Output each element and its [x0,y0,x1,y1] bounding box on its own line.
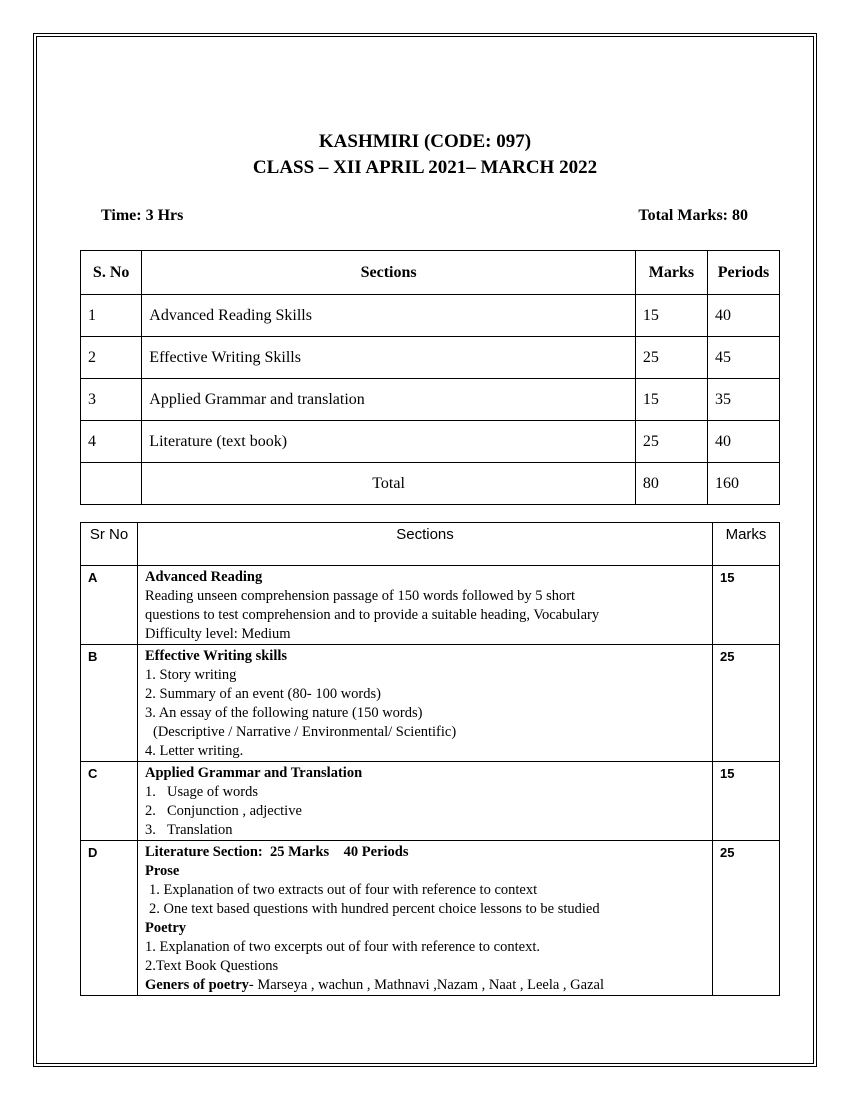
section-content [138,841,713,996]
column-header-sno: S. No [81,251,142,295]
row-section: Advanced Reading Skills [142,295,636,337]
section-line: 2. One text based questions with hundred percent choice lessons to be studied [149,901,600,917]
list-item [145,821,705,840]
section-title: Advanced Reading [145,569,263,585]
poetry-heading: Poetry [145,920,187,936]
section-line: 1. Story writing [145,667,237,683]
section-content [138,566,713,645]
genres-line [145,976,705,995]
section-b-row [81,645,780,762]
column-header-marks: Marks [635,251,707,295]
row-marks: 25 [635,421,707,463]
prose-heading: Prose [145,863,180,879]
row-section: Literature (text book) [142,421,636,463]
document-subtitle: CLASS – XII APRIL 2021– MARCH 2022 [252,157,598,178]
section-c-row [81,762,780,841]
list-number: 3. [145,822,156,838]
section-code: B [81,645,138,762]
section-detail-table [80,522,780,996]
row-periods: 45 [707,337,779,379]
section-title: Literature Section: 25 Marks 40 Periods [145,844,409,860]
section-line: 4. Letter writing. [145,743,244,759]
exam-time: Time: 3 Hrs [101,207,184,224]
section-content [138,645,713,762]
section-title: Effective Writing skills [145,648,288,664]
summary-header-row [81,251,780,295]
row-sno: 1 [81,295,142,337]
section-line: (Descriptive / Narrative / Environmental/ Scientific) [153,724,457,740]
column-header-sr-no: Sr No [81,523,138,566]
row-section: Applied Grammar and translation [142,379,636,421]
section-marks: 15 [713,566,780,645]
section-line: 1. Explanation of two excerpts out of four with reference to context. [145,939,540,955]
section-title: Applied Grammar and Translation [145,765,363,781]
section-d-row [81,841,780,996]
section-line: 1. Explanation of two extracts out of four with reference to context [149,882,538,898]
row-marks: 25 [635,337,707,379]
section-line: Difficulty level: Medium [145,626,291,642]
list-text: Conjunction , adjective [167,803,302,819]
section-line: Reading unseen comprehension passage of 150 words followed by 5 short [145,588,576,604]
column-header-periods: Periods [707,251,779,295]
row-marks: 15 [635,379,707,421]
detail-header-row [81,523,780,566]
row-periods: 40 [707,421,779,463]
total-empty-cell [81,463,142,505]
table-row [81,379,780,421]
list-item [145,783,705,802]
summary-table [80,250,780,505]
section-marks: 25 [713,645,780,762]
table-row [81,337,780,379]
total-label: Total [142,463,636,505]
genres-label: Geners of poetry [145,977,249,993]
section-content [138,762,713,841]
section-line: 2.Text Book Questions [145,958,279,974]
section-code: A [81,566,138,645]
section-marks: 25 [713,841,780,996]
section-line: questions to test comprehension and to provide a suitable heading, Vocabulary [145,607,600,623]
total-marks: Total Marks: 80 [638,207,748,224]
row-sno: 3 [81,379,142,421]
total-row [81,463,780,505]
total-marks-value: 80 [635,463,707,505]
list-item [145,802,705,821]
list-text: Usage of words [167,784,259,800]
total-periods-value: 160 [707,463,779,505]
row-periods: 40 [707,295,779,337]
column-header-sections: Sections [142,251,636,295]
table-row [81,421,780,463]
table-row [81,295,780,337]
row-section: Effective Writing Skills [142,337,636,379]
section-code: C [81,762,138,841]
row-sno: 4 [81,421,142,463]
document-title: KASHMIRI (CODE: 097) [318,131,532,152]
section-a-row [81,566,780,645]
row-marks: 15 [635,295,707,337]
list-number: 1. [145,784,156,800]
genres-text: - Marseya , wachun , Mathnavi ,Nazam , Naat , Leela , Gazal [248,977,604,993]
column-header-marks: Marks [713,523,780,566]
list-number: 2. [145,803,156,819]
section-marks: 15 [713,762,780,841]
section-code: D [81,841,138,996]
row-sno: 2 [81,337,142,379]
list-text: Translation [167,822,233,838]
section-line: 2. Summary of an event (80- 100 words) [145,686,381,702]
column-header-sections: Sections [138,523,713,566]
section-line: 3. An essay of the following nature (150 words) [145,705,423,721]
row-periods: 35 [707,379,779,421]
